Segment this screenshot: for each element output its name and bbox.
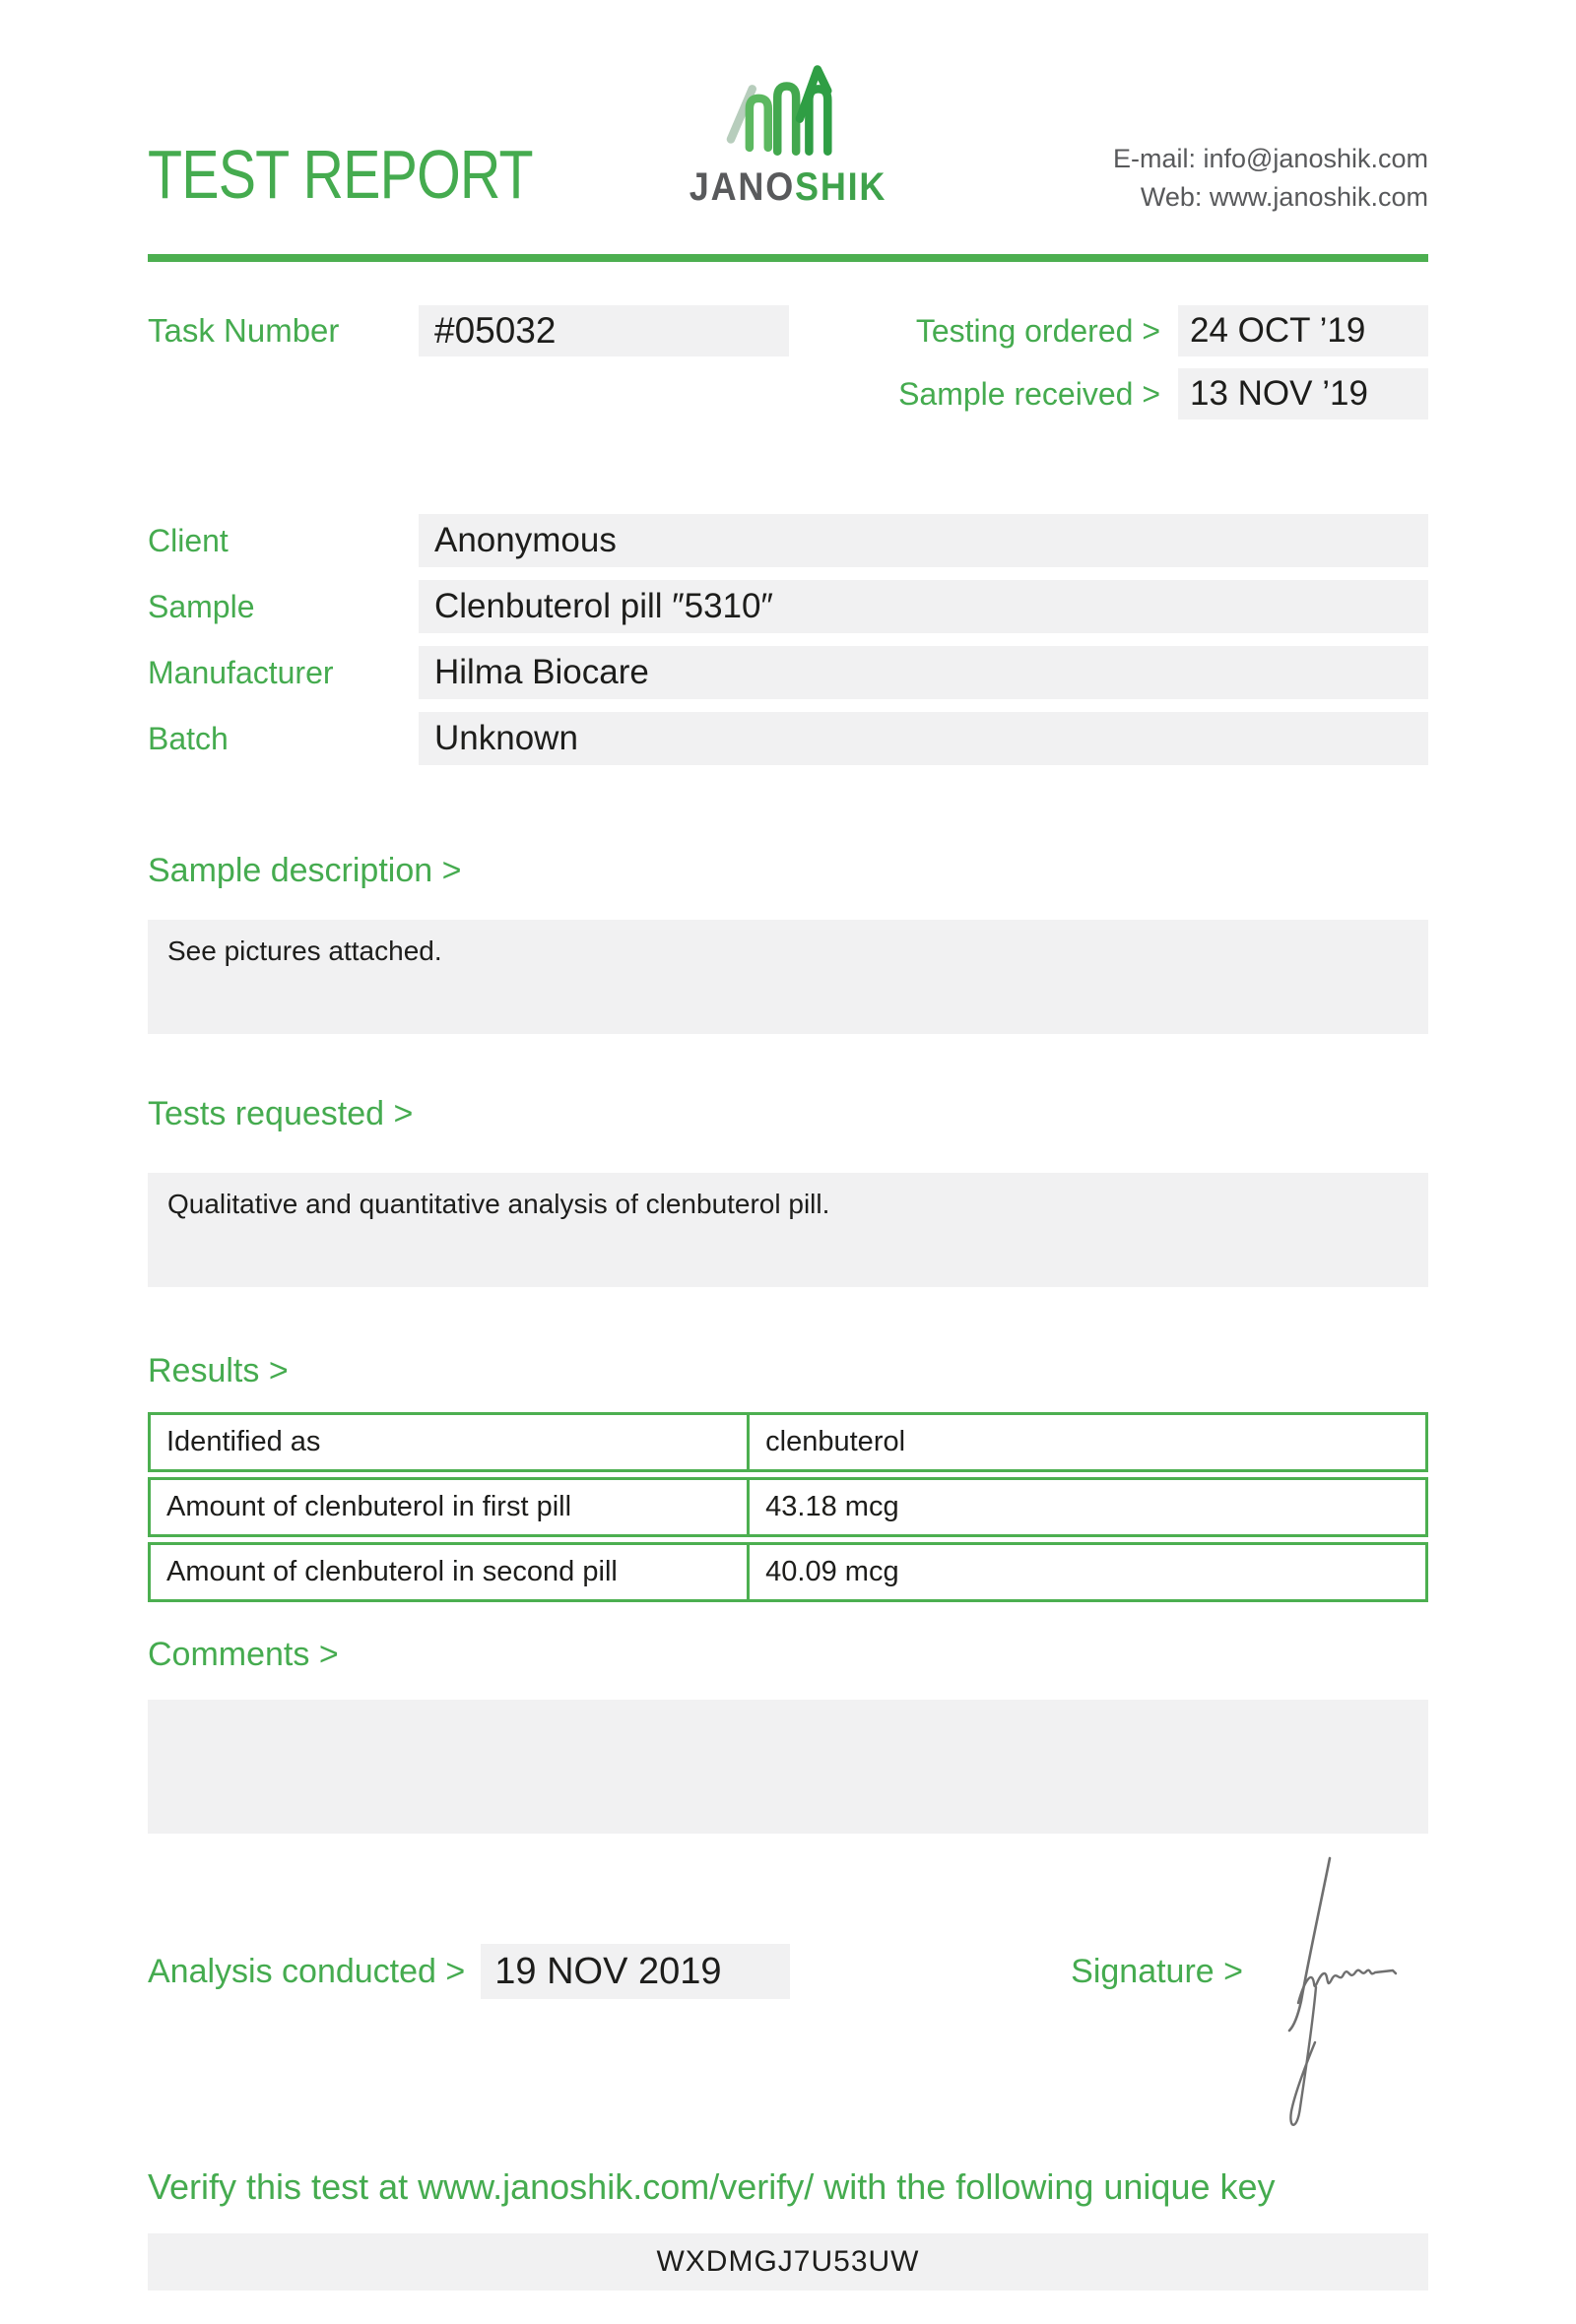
page-title: TEST REPORT (148, 136, 533, 213)
detail-row-manufacturer (148, 646, 1428, 699)
task-number-value: #05032 (419, 305, 789, 356)
details-section (148, 514, 1428, 765)
contact-block (1113, 140, 1428, 217)
wordmark-left: JANO (689, 165, 796, 209)
results-table (148, 1412, 1428, 1602)
brand-wordmark (690, 167, 886, 207)
manufacturer-value: Hilma Biocare (419, 646, 1428, 699)
contact-web: Web: www.janoshik.com (1140, 182, 1428, 213)
analysis-conducted-date: 19 NOV 2019 (481, 1944, 790, 1999)
batch-value: Unknown (419, 712, 1428, 765)
result-name: Identified as (151, 1415, 750, 1469)
sample-value: Clenbuterol pill ″5310″ (419, 580, 1428, 633)
signature-image (1269, 1843, 1446, 2154)
result-name: Amount of clenbuterol in second pill (151, 1545, 750, 1599)
task-section (148, 305, 1428, 420)
wordmark-right: SHIK (795, 165, 887, 209)
header (0, 0, 1576, 225)
task-number-label: Task Number (148, 312, 340, 349)
date-row-testing-ordered (898, 305, 1428, 356)
comments-box (148, 1700, 1428, 1834)
date-row-sample-received (898, 368, 1428, 420)
sample-label: Sample (148, 588, 255, 624)
sample-received-value: 13 NOV ’19 (1178, 368, 1428, 420)
signoff-section (148, 1944, 1428, 1999)
testing-ordered-label: Testing ordered > (915, 312, 1160, 349)
header-divider (148, 254, 1428, 262)
sample-description-box: See pictures attached. (148, 920, 1428, 1034)
verify-instruction: Verify this test at www.janoshik.com/verify/ with the following unique key (148, 2166, 1276, 2208)
result-value: 43.18 mcg (765, 1491, 899, 1523)
growth-chart-icon (679, 61, 898, 163)
client-label: Client (148, 522, 229, 558)
detail-row-sample (148, 580, 1428, 633)
manufacturer-label: Manufacturer (148, 654, 334, 690)
signature-label: Signature > (1071, 1952, 1243, 1990)
batch-label: Batch (148, 720, 229, 756)
tests-requested-box: Qualitative and quantitative analysis of clenbuterol pill. (148, 1173, 1428, 1287)
client-value: Anonymous (419, 514, 1428, 567)
detail-row-batch (148, 712, 1428, 765)
results-heading: Results > (148, 1352, 289, 1390)
contact-email: E-mail: info@janoshik.com (1112, 144, 1428, 173)
unique-key: WXDMGJ7U53UW (148, 2233, 1428, 2291)
result-row-first-pill (148, 1477, 1428, 1537)
brand-logo (679, 61, 898, 207)
testing-ordered-value: 24 OCT ’19 (1178, 305, 1428, 356)
result-name: Amount of clenbuterol in first pill (151, 1480, 750, 1534)
tests-requested-heading: Tests requested > (148, 1095, 414, 1133)
comments-heading: Comments > (148, 1636, 339, 1674)
detail-row-client (148, 514, 1428, 567)
sample-description-heading: Sample description > (148, 852, 462, 889)
sample-received-label: Sample received > (898, 375, 1160, 412)
result-value: clenbuterol (765, 1426, 906, 1458)
analysis-conducted-label: Analysis conducted > (148, 1952, 466, 1990)
result-row-identified (148, 1412, 1428, 1472)
result-row-second-pill (148, 1542, 1428, 1602)
result-value: 40.09 mcg (765, 1556, 899, 1588)
